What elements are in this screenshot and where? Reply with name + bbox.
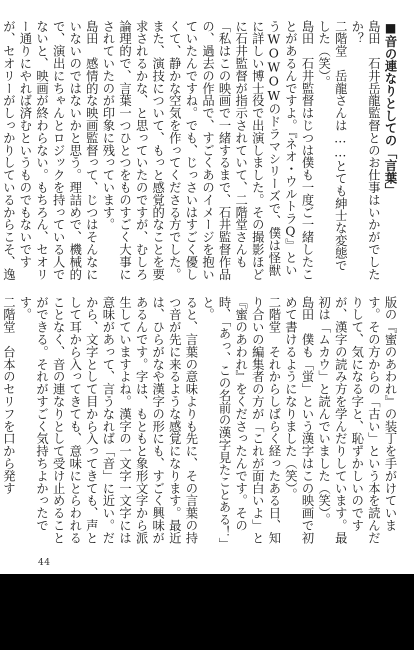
bottom-text-column: [1, 296, 398, 552]
bottom-black-bar: [0, 574, 414, 650]
dialogue-paragraph: 島田 石井監督はじつは僕も一度ご一緒したことがあるんですよ。『ネオ・ウルトラQ』というWOWOWのドラマシリーズで、僕は怪獣に詳しい博士役で出演しました。その撮影ほどに石井監督が指示されていて、二階堂さんも「私はこの映画で一緒するまで、石井監督作品の、過去の作品で、すごくあのイメージを抱いていたんですね。でも、じっさいはすごく優しくて、静かな空気を作ってくださる方でした。また、演技について、もっと感覚的なことを要求されるかな、と思っていたのですが、むしろ論理的で、言葉一つひとつをものすごく大事にされていたのが印象に残っています。: [100, 20, 315, 281]
top-text-column: [1, 20, 398, 282]
dialogue-paragraph: 二階堂 それからしばらく経ったある日、知り合いの編集者の方が「これが面白いよ」と『蜜のあわれ』をくださったんです。その時、「あっ、この名前の漢字見たことある！」と。: [200, 296, 281, 551]
dialogue-paragraph: ると、言葉の意味よりも先に、その言葉の持つ音が先に来るような感覚になります。最近は、ひらがなや漢字の形にも、すごく興味があるんです。字は、もともと象形文字から派生していますよね。漢字の一文字一文字には意味があって、言うなれば「音」に近い。だから、文字として目から入ってきても、声として耳から入ってきても、意味にとらわれることなく、音の連なりとして受け止めることができる。それがすごく気持ちよかったです。: [17, 296, 198, 544]
page-number: 44: [38, 558, 51, 568]
dialogue-paragraph: 二階堂 台本のセリフを口から発す: [1, 296, 16, 495]
dialogue-paragraph: 島田 石井岳龍監督とのお仕事はいかがでしたか？: [349, 20, 381, 281]
dialogue-paragraph: 島田 僕も「蛍」という漢字はこの映画で初めて書けるようになりました（笑）。: [283, 296, 315, 544]
dialogue-paragraph: 版の『蜜のあわれ』の装丁を手がけています。その方からの「古い」という本を読んだりして、気になる字と、恥ずかしいのですが、漢字の読み方を学んだりしています。最初は「ムカウ」と読んでいました（笑）。: [316, 296, 397, 544]
dialogue-paragraph: 島田 感情的な映画監督って、じつはそんなにいないのではないかと思う。理詰めで、機械的で、演出にちゃんとロジックを持っている人でないと、映画が終わらない。もちろん、セオリー通りにやれば済むというものでもないですが、セオリーがしっかりしているからこそ、逸: [1, 20, 99, 281]
dialogue-paragraph: 二階堂 岳龍さんは……とても紳士な変態でした（笑）。: [316, 20, 348, 272]
section-heading: ■音の連なりとしての「言葉」: [383, 20, 398, 197]
